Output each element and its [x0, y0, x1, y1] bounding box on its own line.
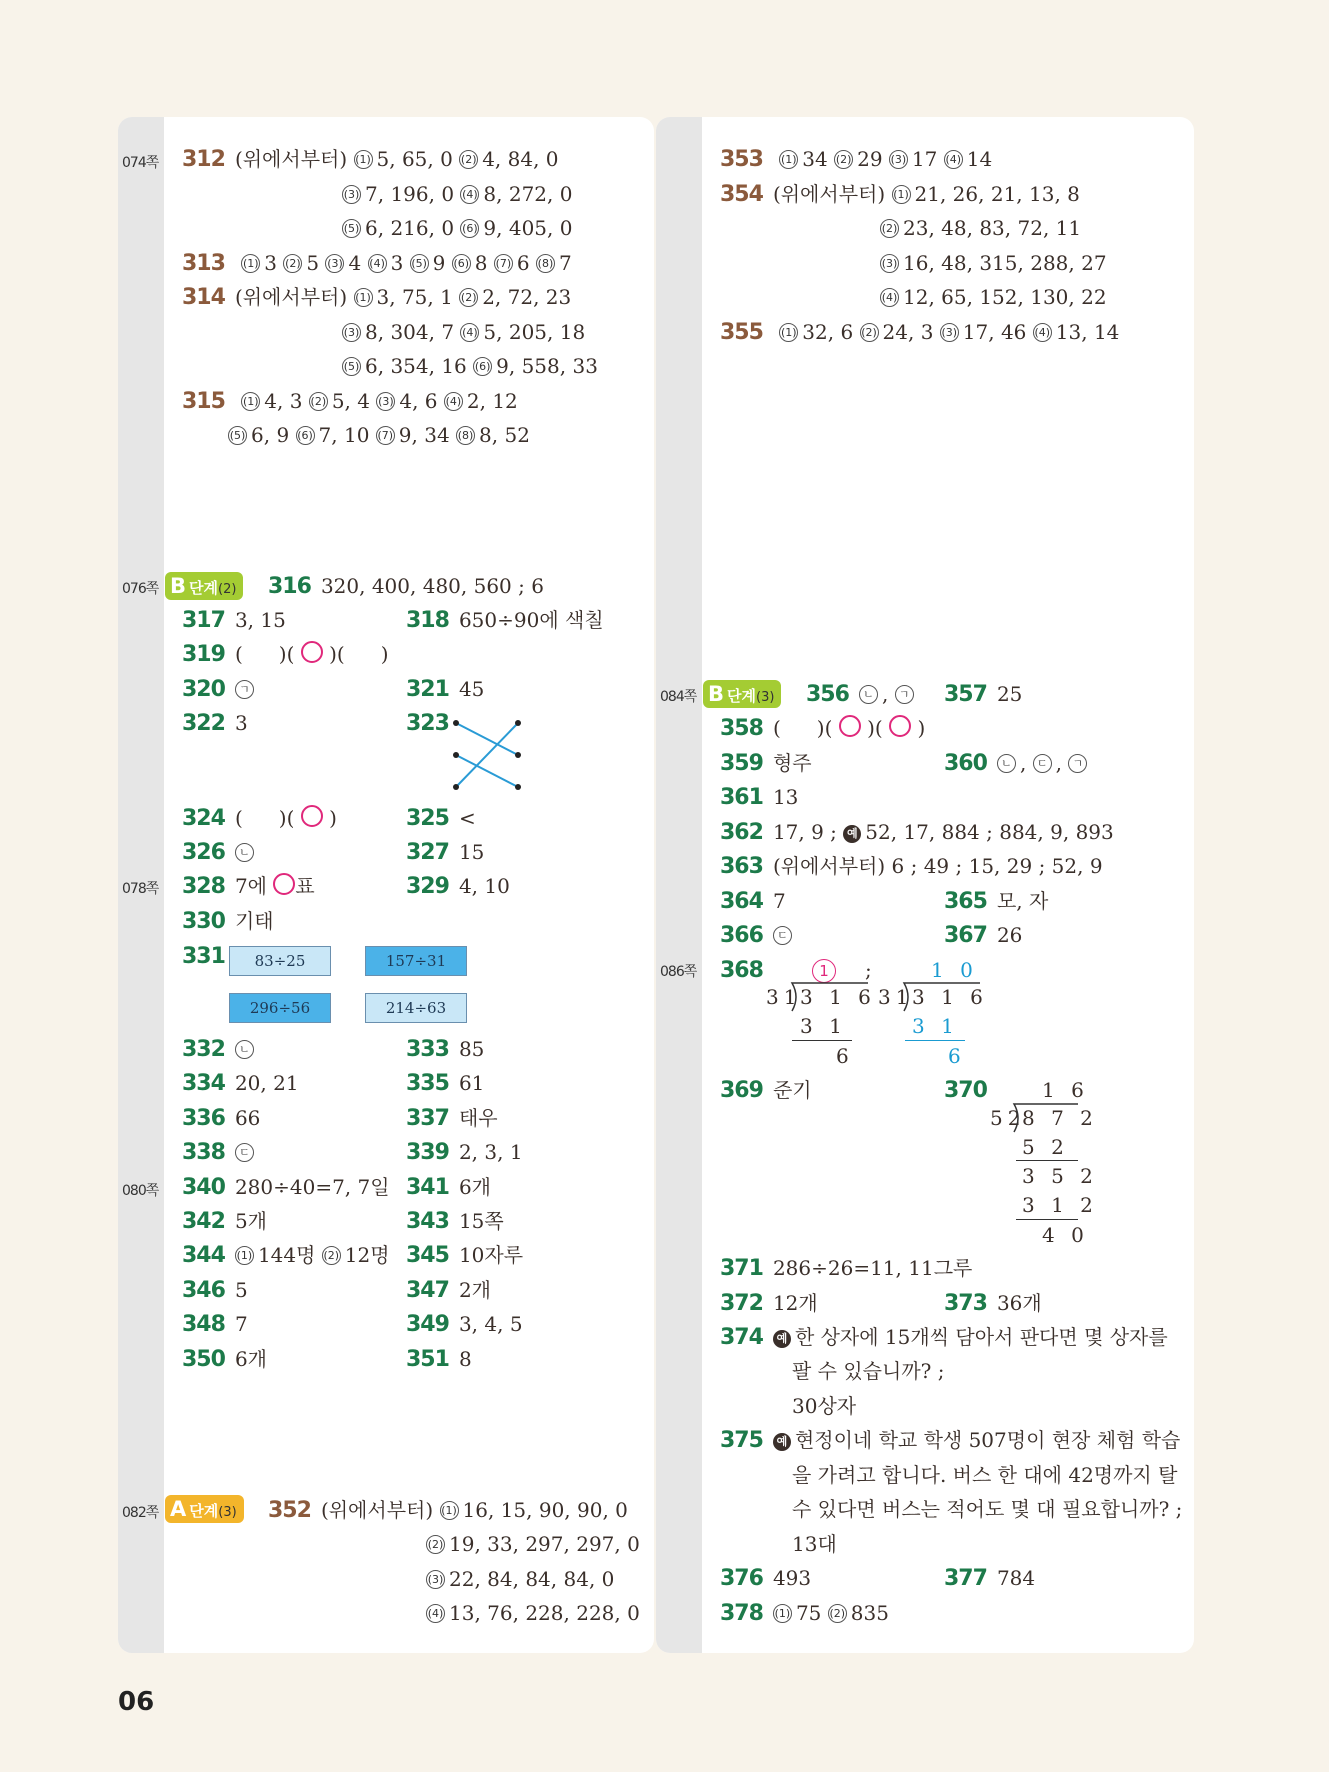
answer-325: 325 <	[406, 806, 476, 831]
answer-374-row3: 30상자	[792, 1394, 857, 1418]
level-b2-badge: B 단계(2)	[165, 572, 243, 600]
page-ref-086: 086쪽	[660, 964, 697, 980]
answer-312-row2: (3) 7, 196, 0 (4) 8, 272, 0	[343, 182, 573, 206]
answer-316: 316 320, 400, 480, 560 ; 6	[268, 574, 544, 599]
answer-328: 328 7에 표	[182, 874, 315, 899]
page-ref-080: 080쪽	[122, 1183, 159, 1199]
answer-352-row4: (4) 13, 76, 228, 228, 0	[427, 1601, 640, 1625]
answer-314: 314 (위에서부터) (1) 3, 75, 1 (2) 2, 72, 23	[182, 285, 572, 310]
answer-338: 338 ㄷ	[182, 1139, 258, 1166]
page-ref-078: 078쪽	[122, 881, 159, 897]
answer-367: 367 26	[944, 923, 1023, 948]
level-a3-badge: A 단계(3)	[165, 1495, 244, 1523]
answer-318: 318 650÷90에 색칠	[406, 608, 604, 633]
division-370-remainder2: 4 0	[1042, 1223, 1089, 1247]
right-answer-panel	[656, 117, 1194, 1653]
division-1-subtract: 3 1	[800, 1014, 847, 1038]
division-1-rule	[792, 1040, 852, 1041]
answer-320: 320 ㄱ	[182, 676, 258, 703]
circle-mark	[301, 805, 323, 827]
page-number: 06	[118, 1687, 155, 1717]
division-1-divisor: 31	[766, 985, 802, 1009]
answer-347: 347 2개	[406, 1278, 491, 1303]
answer-343: 343 15쪽	[406, 1209, 504, 1234]
answer-354-row4: (4) 12, 65, 152, 130, 22	[881, 285, 1107, 309]
division-separator: ;	[865, 958, 872, 982]
answer-370: 370	[944, 1078, 987, 1103]
division-1-dividend: 3 1 6	[800, 985, 876, 1009]
answer-342: 342 5개	[182, 1209, 267, 1234]
answer-366: 366 ㄷ	[720, 922, 796, 949]
division-370-bracket	[1012, 1102, 1080, 1134]
answer-358: 358 ( )( )( )	[720, 716, 926, 741]
division-1-remainder: 6	[836, 1044, 854, 1068]
division-1-bracket	[790, 981, 870, 1013]
answer-372: 372 12개	[720, 1291, 818, 1316]
answer-339: 339 2, 3, 1	[406, 1140, 523, 1165]
division-card: 296÷56	[229, 993, 331, 1023]
division-2-remainder: 6	[948, 1044, 966, 1068]
division-1-quotient: 1	[812, 957, 840, 983]
answer-374-row2: 팔 수 있습니까? ;	[792, 1359, 945, 1383]
answer-371: 371 286÷26=11, 11그루	[720, 1256, 973, 1281]
answer-365: 365 모, 자	[944, 889, 1049, 914]
answer-314-row3: (5) 6, 354, 16 (6) 9, 558, 33	[343, 354, 598, 378]
division-2-dividend: 3 1 6	[912, 985, 988, 1009]
page-ref-082: 082쪽	[122, 1505, 159, 1521]
page-ref-084: 084쪽	[660, 689, 697, 705]
answer-368: 368	[720, 958, 763, 983]
answer-315: 315 (1) 4, 3 (2) 5, 4 (3) 4, 6 (4) 2, 12	[182, 389, 518, 414]
page-ref-076: 076쪽	[122, 581, 159, 597]
answer-355: 355 (1) 32, 6 (2) 24, 3 (3) 17, 46 (4) 13, 14	[720, 320, 1120, 345]
division-2-quotient: 1 0	[931, 958, 978, 982]
page-ref-074: 074쪽	[122, 155, 159, 171]
answer-346: 346 5	[182, 1278, 248, 1303]
answer-361: 361 13	[720, 785, 799, 810]
division-370-subtract2: 3 1 2	[1022, 1193, 1098, 1217]
answer-354: 354 (위에서부터) (1) 21, 26, 21, 13, 8	[720, 182, 1080, 207]
answer-317: 317 3, 15	[182, 608, 286, 633]
division-card: 214÷63	[365, 993, 467, 1023]
division-370-subtract1: 5 2	[1022, 1135, 1069, 1159]
answer-336: 336 66	[182, 1106, 261, 1131]
division-370-rule1	[1016, 1160, 1078, 1161]
answer-364: 364 7	[720, 889, 786, 914]
answer-324: 324 ( )( )	[182, 806, 337, 831]
answer-327: 327 15	[406, 840, 485, 865]
answer-360: 360 ㄴ , ㄷ , ㄱ	[944, 750, 1091, 777]
answer-333: 333 85	[406, 1037, 485, 1062]
division-2-subtract: 3 1	[912, 1014, 959, 1038]
division-370-quotient: 1 6	[1042, 1078, 1089, 1102]
division-370-divisor: 52	[990, 1106, 1026, 1130]
division-2-divisor: 31	[878, 985, 914, 1009]
answer-312-row3: (5) 6, 216, 0 (6) 9, 405, 0	[343, 216, 573, 240]
answer-352: 352 (위에서부터) (1) 16, 15, 90, 90, 0	[268, 1498, 628, 1523]
answer-375-row4: 13대	[792, 1532, 837, 1556]
answer-354-row3: (3) 16, 48, 315, 288, 27	[881, 251, 1107, 275]
answer-350: 350 6개	[182, 1347, 267, 1372]
answer-376: 376 493	[720, 1566, 812, 1591]
answer-313: 313 (1) 3 (2) 5 (3) 4 (4) 3 (5) 9 (6) 8 (7) 6 (8) 7	[182, 251, 572, 276]
answer-375-row3: 수 있다면 버스는 적어도 몇 대 필요합니까? ;	[792, 1497, 1183, 1521]
answer-377: 377 784	[944, 1566, 1036, 1591]
division-card: 83÷25	[229, 946, 331, 976]
answer-369: 369 준기	[720, 1078, 812, 1103]
answer-353: 353 (1) 34 (2) 29 (3) 17 (4) 14	[720, 147, 993, 172]
answer-323: 323	[406, 711, 449, 736]
answer-321: 321 45	[406, 677, 485, 702]
answer-378: 378 (1) 75 (2) 835	[720, 1601, 889, 1626]
answer-312: 312 (위에서부터) (1) 5, 65, 0 (2) 4, 84, 0	[182, 147, 559, 172]
division-370-remainder1: 3 5 2	[1022, 1164, 1098, 1188]
answer-332: 332 ㄴ	[182, 1036, 258, 1063]
answer-356: 356 ㄴ , ㄱ	[806, 681, 918, 708]
answer-341: 341 6개	[406, 1175, 491, 1200]
answer-348: 348 7	[182, 1312, 248, 1337]
answer-322: 322 3	[182, 711, 248, 736]
answer-354-row2: (2) 23, 48, 83, 72, 11	[881, 216, 1082, 240]
answer-319: 319 ( )( )( )	[182, 642, 389, 667]
answer-340: 340 280÷40=7, 7일	[182, 1175, 390, 1200]
answer-375-row2: 을 가려고 합니다. 버스 한 대에 42명까지 탈	[792, 1463, 1178, 1487]
answer-375: 375 예 현정이네 학교 학생 507명이 현장 체험 학습	[720, 1428, 1181, 1453]
answer-326: 326 ㄴ	[182, 839, 258, 866]
circle-mark	[273, 873, 295, 895]
right-margin-strip	[656, 117, 702, 1653]
circle-mark	[889, 715, 911, 737]
answer-314-row2: (3) 8, 304, 7 (4) 5, 205, 18	[343, 320, 586, 344]
answer-330: 330 기태	[182, 909, 274, 934]
answer-331: 331	[182, 944, 225, 969]
answer-329: 329 4, 10	[406, 874, 510, 899]
answer-363: 363 (위에서부터) 6 ; 49 ; 15, 29 ; 52, 9	[720, 854, 1103, 879]
division-2-bracket	[902, 981, 982, 1013]
answer-351: 351 8	[406, 1347, 472, 1372]
circle-mark	[839, 715, 861, 737]
answer-352-row2: (2) 19, 33, 297, 297, 0	[427, 1532, 640, 1556]
answer-335: 335 61	[406, 1071, 485, 1096]
answer-374: 374 예 한 상자에 15개씩 담아서 판다면 몇 상자를	[720, 1325, 1168, 1350]
division-2-rule	[905, 1040, 965, 1041]
answer-345: 345 10자루	[406, 1243, 524, 1268]
answer-315-row2: (5) 6, 9 (6) 7, 10 (7) 9, 34 (8) 8, 52	[229, 423, 530, 447]
answer-352-row3: (3) 22, 84, 84, 84, 0	[427, 1567, 615, 1591]
answer-373: 373 36개	[944, 1291, 1042, 1316]
answer-362: 362 17, 9 ; 예 52, 17, 884 ; 884, 9, 893	[720, 820, 1114, 845]
answer-344: 344 (1) 144명 (2) 12명	[182, 1243, 390, 1268]
division-370-dividend: 8 7 2	[1022, 1106, 1098, 1130]
answer-334: 334 20, 21	[182, 1071, 299, 1096]
answer-337: 337 태우	[406, 1106, 498, 1131]
answer-357: 357 25	[944, 682, 1023, 707]
circle-mark	[301, 641, 323, 663]
level-b3-badge: B 단계(3)	[703, 680, 781, 708]
matching-lines-diagram	[448, 715, 524, 791]
division-card: 157÷31	[365, 946, 467, 976]
answer-359: 359 형주	[720, 751, 812, 776]
answer-349: 349 3, 4, 5	[406, 1312, 523, 1337]
division-370-rule2	[1016, 1219, 1078, 1220]
